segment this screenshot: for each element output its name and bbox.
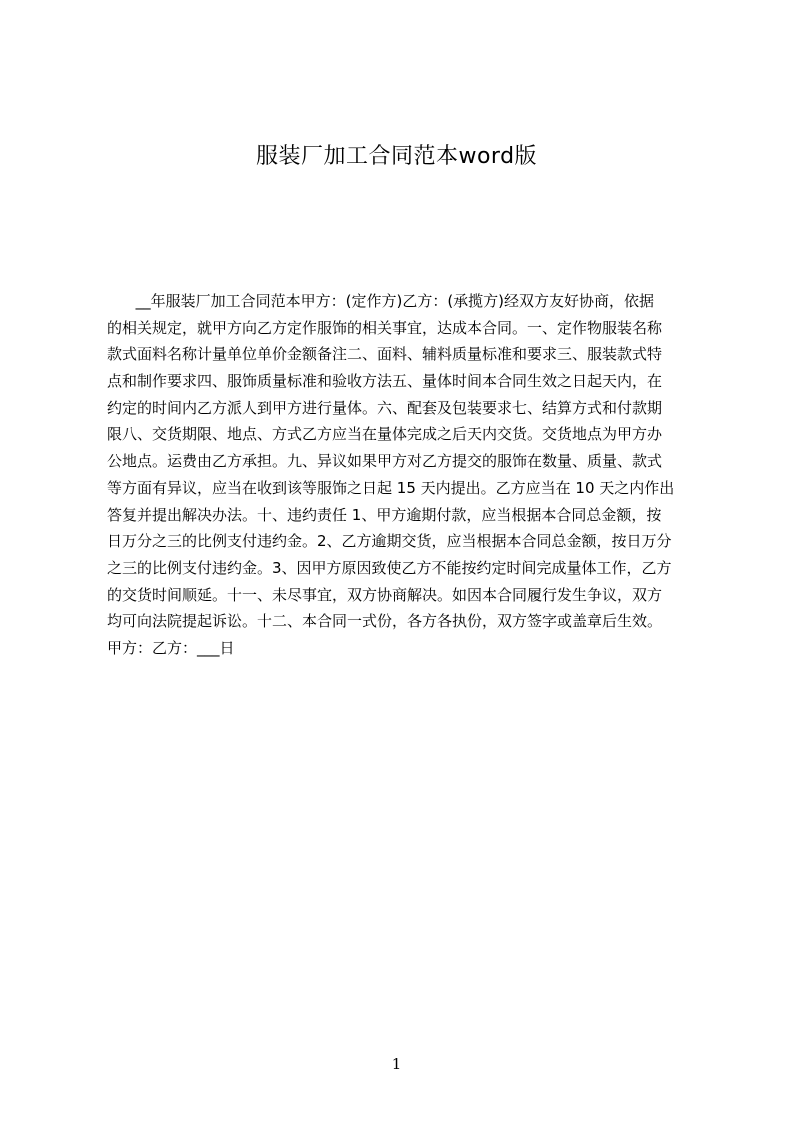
signature-line: 甲方：乙方：___日: [107, 638, 235, 657]
body-line: 约定的时间内乙方派人到甲方进行量体。六、配套及包装要求七、结算方式和付款期: [107, 398, 663, 417]
body-line: 限八、交货期限、地点、方式乙方应当在量体完成之后天内交货。交货地点为甲方办: [107, 425, 663, 444]
body-line: 的交货时间顺延。十一、未尽事宜，双方协商解决。如因本合同履行发生争议，双方: [107, 585, 663, 604]
contract-body: [107, 288, 697, 668]
body-line: 日万分之三的比例支付违约金。2、乙方逾期交货，应当根据本合同总金额，按日万分: [107, 532, 672, 551]
body-line: 均可向法院提起诉讼。十二、本合同一式份，各方各执份，双方签字或盖章后生效。: [107, 612, 663, 631]
body-line: 点和制作要求四、服饰质量标准和验收方法五、量体时间本合同生效之日起天内，在: [107, 372, 663, 391]
body-line: 之三的比例支付违约金。3、因甲方原因致使乙方不能按约定时间完成量体工作，乙方: [107, 558, 672, 577]
body-line: 等方面有异议，应当在收到该等服饰之日起 15 天内提出。乙方应当在 10 天之内作出: [107, 478, 675, 497]
body-line: 的相关规定，就甲方向乙方定作服饰的相关事宜，达成本合同。一、定作物服装名称: [107, 318, 663, 337]
body-line: __年服装厂加工合同范本甲方：(定作方)乙方：(承揽方)经双方友好协商，依据: [107, 292, 655, 310]
body-line: 款式面料名称计量单位单价金额备注二、面料、辅料质量标准和要求三、服装款式特: [107, 345, 663, 364]
body-line: 公地点。运费由乙方承担。九、异议如果甲方对乙方提交的服饰在数量、质量、款式: [107, 452, 663, 471]
page-number: 1: [391, 1055, 402, 1073]
document-title: 服装厂加工合同范本word版: [255, 144, 538, 169]
body-line: 答复并提出解决办法。十、违约责任 1、甲方逾期付款，应当根据本合同总金额，按: [107, 505, 662, 524]
